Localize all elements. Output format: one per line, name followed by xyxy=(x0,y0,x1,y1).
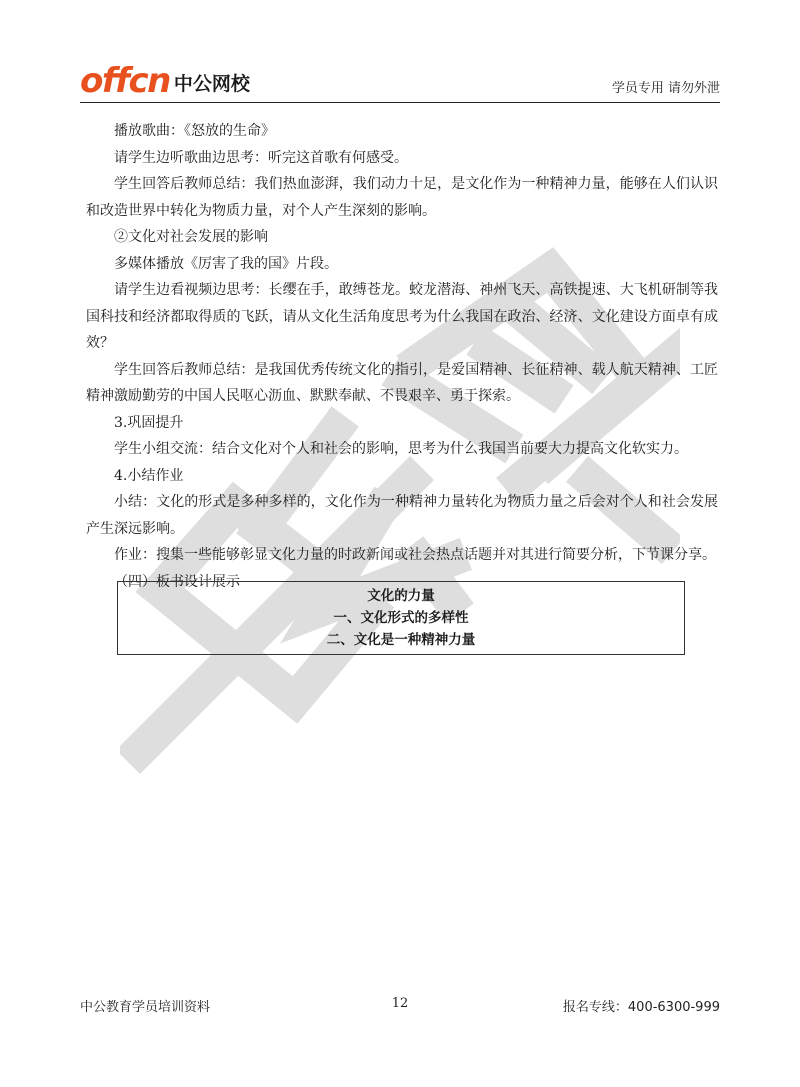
page-footer xyxy=(80,996,720,1016)
board-title: 文化的力量 xyxy=(367,588,435,604)
header-notice: 学员专用 请勿外泄 xyxy=(611,81,720,96)
paragraph: 作业：搜集一些能够彰显文化力量的时政新闻或社会热点话题并对其进行简要分析，下节课分享。 xyxy=(114,547,716,563)
footer-source: 中公教育学员培训资料 xyxy=(80,1000,211,1015)
blackboard-design-box xyxy=(117,581,685,655)
paragraph: （四）板书设计展示 xyxy=(114,573,240,590)
board-line-2: 二、文化是一种精神力量 xyxy=(326,632,476,648)
paragraph: 请学生边看视频边思考：长缨在手，敢缚苍龙。蛟龙潜海、神州飞天、高铁提速、大飞机研制等我国科技和经济都取得质的飞跃，请从文化生活角度思考为什么我国在政治、经济、文化建设方面卓有成效？ xyxy=(86,282,718,351)
offcn-logo xyxy=(80,60,250,101)
logo-chinese-text: 中公网校 xyxy=(173,73,250,95)
footer-hotline: 报名专线：400-6300-999 xyxy=(562,1000,720,1015)
paragraph: 4.小结作业 xyxy=(114,467,184,484)
paragraph: 小结：文化的形式是多种多样的，文化作为一种精神力量转化为物质力量之后会对个人和社会发展产生深远影响。 xyxy=(86,494,718,537)
paragraph: 多媒体播放《厉害了我的国》片段。 xyxy=(114,255,338,272)
page-number: 12 xyxy=(391,996,409,1011)
page-header xyxy=(80,58,720,103)
paragraph: 学生回答后教师总结：是我国优秀传统文化的指引，是爱国精神、长征精神、载人航天精神、工匠精神激励勤劳的中国人民呕心沥血、默默奉献、不畏艰辛、勇于探索。 xyxy=(86,361,718,404)
paragraph: 请学生边听歌曲边思考：听完这首歌有何感受。 xyxy=(114,149,408,166)
paragraph: 学生回答后教师总结：我们热血澎湃，我们动力十足，是文化作为一种精神力量，能够在人们认识和改造世界中转化为物质力量，对个人产生深刻的影响。 xyxy=(86,176,718,219)
paragraph: ②文化对社会发展的影响 xyxy=(114,229,268,245)
paragraph: 播放歌曲：《怒放的生命》 xyxy=(114,123,275,139)
logo-latin-text: offcn xyxy=(80,61,170,101)
board-line-1: 一、文化形式的多样性 xyxy=(333,610,469,626)
document-body xyxy=(86,118,718,595)
paragraph: 学生小组交流：结合文化对个人和社会的影响，思考为什么我国当前要大力提高文化软实力。 xyxy=(114,441,688,457)
paragraph: 3.巩固提升 xyxy=(114,414,184,431)
